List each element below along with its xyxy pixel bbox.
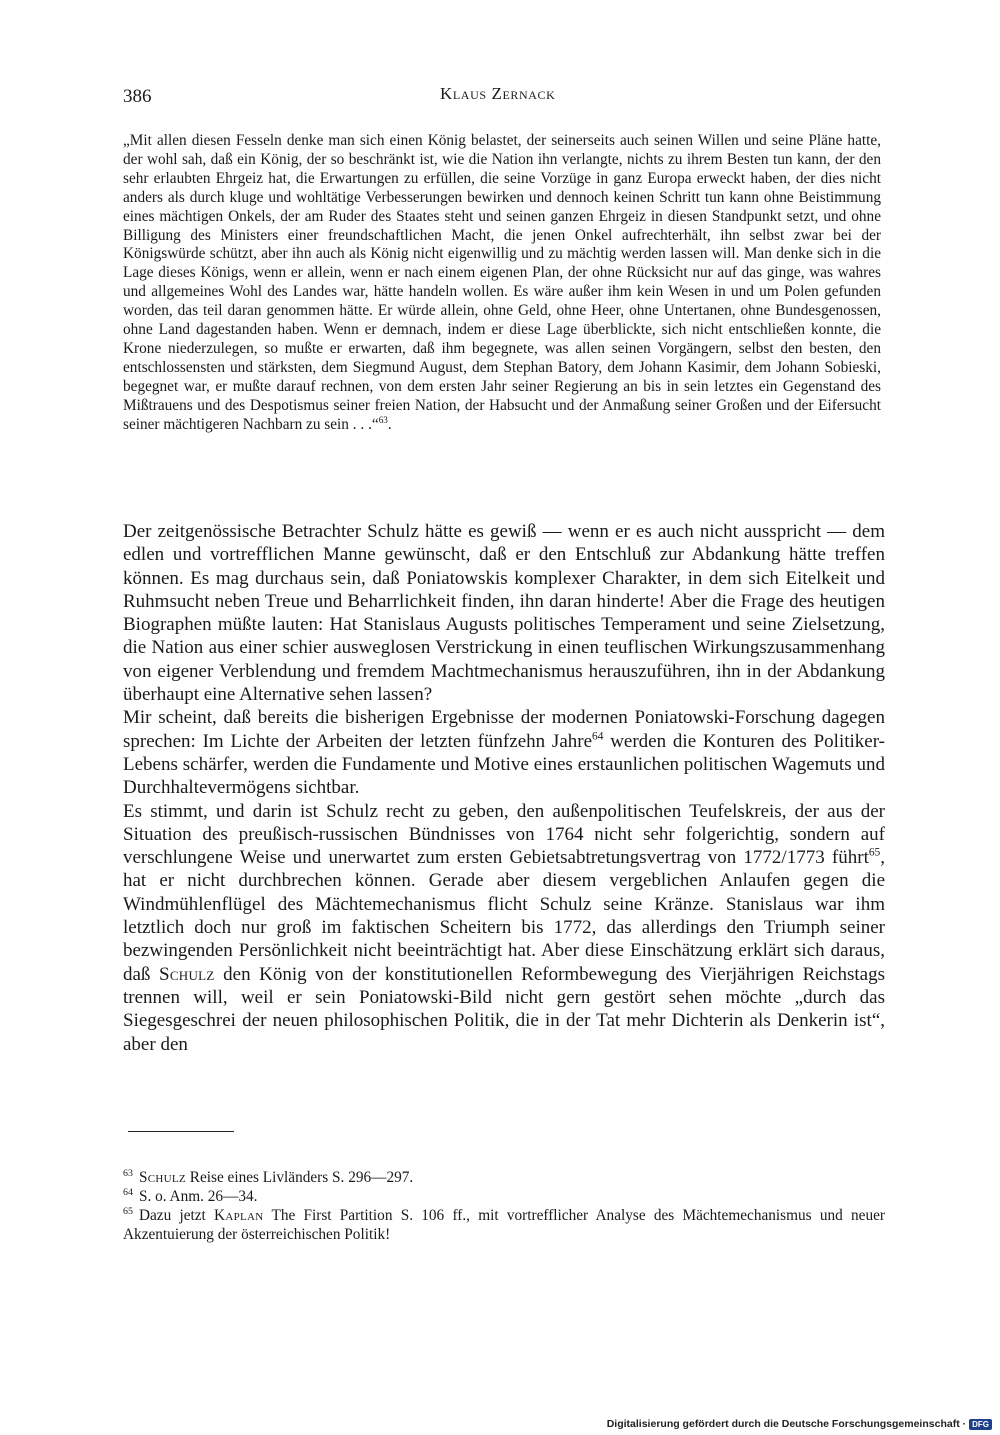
main-text: [123, 520, 885, 1056]
footnote-63: [123, 1168, 885, 1187]
footnote-number: 65: [123, 1205, 133, 1217]
paragraph-2-part-b: werden die Konturen des Politiker-Lebens schärfer, werden die Fundamente und Motive eines erstaunlichen politischen Wagemuts und Durchhaltevermögens sichtbar.: [123, 730, 885, 799]
paragraph-3-part-c: den König von der konstitutionellen Reformbewegung des Vierjährigen Reichstags trennen will, weil er sein Poniatowski-Bild nicht gern gestört sehen möchte „durch das Siegesgeschrei der neuen philosophischen Politik, die in der Tat mehr Dichterin als Denkerin ist“, aber den: [123, 963, 885, 1055]
footnote-65: [123, 1206, 885, 1244]
credit-text: Digitalisierung gefördert durch die Deutsche Forschungsgemeinschaft ·: [606, 1418, 967, 1430]
dfg-logo-icon: DFG: [969, 1419, 992, 1430]
footnote-ref-65[interactable]: 65: [868, 846, 881, 859]
footnote-number: 64: [123, 1186, 133, 1198]
author-name-schulz: Schulz: [158, 963, 215, 985]
footnote-64: [123, 1187, 885, 1206]
paragraph-3-part-a: Es stimmt, und darin ist Schulz recht zu geben, den außenpolitischen Teufelskreis, der aus der Situation des preußisch-russischen Bündnisses von 1764 nicht sehr folgerichtig, sondern auf verschlungene Weise und unerwartet zum ersten Gebietsabtretungsvertrag von 1772/1773 führt: [123, 800, 885, 869]
paragraph-3: [123, 800, 885, 1056]
footnotes: [123, 1168, 885, 1244]
footnote-ref-63[interactable]: 63: [378, 414, 388, 425]
footnote-prefix: Dazu jetzt: [138, 1207, 215, 1224]
footnote-text: Reise eines Livländers S. 296—297.: [185, 1169, 414, 1186]
paragraph-3-part-b: , hat er nicht durchbrechen können. Gerade aber diesem vergeblichen Anlaufen gegen die Windmühlenflügel des Mächtemechanismus flicht Schulz seine Kränze. Stanislaus war ihm letztlich doch nur groß im faktischen Scheitern bis 1772, das allerdings den Triumph seiner bezwingenden Persönlichkeit nicht beeinträchtigt hat. Aber diese Einschätzung erklärt sich daraus, daß: [123, 847, 885, 985]
paragraph-2: [123, 706, 885, 799]
footnote-author: Kaplan: [214, 1207, 264, 1224]
page-number: 386: [123, 86, 152, 107]
digitization-credit: [607, 1418, 992, 1430]
quote-text: „Mit allen diesen Fesseln denke man sich einen König belastet, der seinerseits auch seinen Willen und seine Pläne hatte, der wohl sah, daß ein König, der so beschränkt ist, wie die Nation ihn verlangte, nichts zu ihrem Besten tun kann, der den sehr erlaubten Ehrgeiz hat, die Erwartungen zu erfüllen, die seine Vorzüge in ganz Europa erweckt haben, der dies nicht anders als durch kluge und wohltätige Verbesserungen bewirken und dennoch keinen Schritt tun kann ohne Beistimmung eines mächtigen Onkels, der am Ruder des Staates steht und seinen ganzen Ehrgeiz in diesen Standpunkt setzt, und ohne Billigung des Ministers einer freundschaftlichen Macht, die jenen Onkel aufrechterhält, ihn selbst zwar bei der Königswürde schützt, aber ihn auch als König nicht eigenwillig und zu mächtig werden lassen will. Man denke sich in die Lage dieses Königs, wenn er allein, wenn er nach einem eigenen Plan, der ohne Rücksicht nur auf das ginge, was wahres und allgemeines Wohl des Landes war, hätte handeln wollen. Es wäre außer ihm kein Wesen in und um Polen gefunden worden, das teil daran genommen hätte. Er würde allein, ohne Geld, ohne Heer, ohne Untertanen, ohne Bundesgenossen, ohne Land dagestanden haben. Wenn er demnach, indem er diese Lage überblickte, sich nicht entschließen konnte, die Krone niederzulegen, so mußte er erwarten, daß ihm begegnete, was allen seinen Vorgängern, selbst den besten, den entschlossensten und stärksten, dem Siegmund August, dem Stephan Batory, dem Johann Kasimir, dem Johann Sobieski, begegnet war, er mußte darauf rechnen, von dem ersten Jahr seiner Regierung an bis in sein letztes ein Gegenstand des Mißtrauens und des Despotismus seiner freien Nation, der Habsucht und der Anmaßung seiner Großen und der Eifersucht seiner mächtigeren Nachbarn zu sein . . .“: [123, 132, 881, 433]
paragraph-2-part-a: Mir scheint, daß bereits die bisherigen Ergebnisse der modernen Poniatowski-Forschung dagegen sprechen: Im Lichte der Arbeiten der letzten fünfzehn Jahre: [123, 707, 885, 752]
footnote-divider: [128, 1131, 234, 1132]
footnote-text: The First Partition S. 106 ff., mit vortrefflicher Analyse des Mächtemechanismus und neuer Akzentuierung der österreichischen Politik!: [123, 1207, 885, 1243]
footnote-number: 63: [123, 1167, 133, 1179]
footnote-ref-64[interactable]: 64: [592, 730, 604, 743]
footnote-author: Schulz: [138, 1169, 186, 1186]
running-head: Klaus Zernack: [440, 84, 556, 103]
block-quote: „Mit allen diesen Fesseln denke man sich einen König belastet, der seinerseits auch seinen Willen und seine Pläne hatte, der wohl sah, daß ein König, der so beschränkt ist, wie die Nation ihn verlangte, nichts zu ihrem Besten tun kann, der den sehr erlaubten Ehrgeiz hat, die Erwartungen zu erfüllen, die seine Vorzüge in ganz Europa erweckt haben, der dies nicht anders als durch kluge und wohltätige Verbesserungen bewirken und dennoch keinen Schritt tun kann ohne Beistimmung eines mächtigen Onkels, der am Ruder des Staates steht und seinen ganzen Ehrgeiz in diesen Standpunkt setzt, und ohne Billigung des Ministers einer freundschaftlichen Macht, die jenen Onkel aufrechterhält, ihn selbst zwar bei der Königswürde schützt, aber ihn auch als König nicht eigenwillig und zu mächtig werden lassen will. Man denke sich in die Lage dieses Königs, wenn er allein, wenn er nach einem eigenen Plan, der ohne Rücksicht nur auf das ginge, was wahres und allgemeines Wohl des Landes war, hätte handeln wollen. Es wäre außer ihm kein Wesen in und um Polen gefunden worden, das teil daran genommen hätte. Er würde allein, ohne Geld, ohne Heer, ohne Untertanen, ohne Bundesgenossen, ohne Land dagestanden haben. Wenn er demnach, indem er diese Lage überblickte, sich nicht entschließen konnte, die Krone niederzulegen, so mußte er erwarten, daß ihm begegnete, was allen seinen Vorgängern, selbst den besten, den entschlossensten und stärksten, dem Siegmund August, dem Stephan Batory, dem Johann Kasimir, dem Johann Sobieski, begegnet war, er mußte darauf rechnen, von dem ersten Jahr seiner Regierung an bis in sein letztes ein Gegenstand des Mißtrauens und des Despotismus seiner freien Nation, der Habsucht und der Anmaßung seiner Großen und der Eifersucht seiner mächtigeren Nachbarn zu sein . . .“$^{63}$.: [123, 132, 881, 433]
footnote-text: S. o. Anm. 26—34.: [138, 1188, 258, 1205]
paragraph-1: Der zeitgenössische Betrachter Schulz hätte es gewiß — wenn er es auch nicht ausspricht — dem edlen und vortrefflichen Manne gewünscht, daß er den Entschluß zur Abdankung hätte treffen können. Es mag durchaus sein, daß Poniatowskis komplexer Charakter, in dem sich Eitelkeit und Ruhmsucht neben Treue und Beharrlichkeit finden, ihn daran hinderte! Aber die Frage des heutigen Biographen müßte lauten: Hat Stanislaus Augusts politisches Temperament und seine Zielsetzung, die Nation aus einer schier ausweglosen Verstrickung in einen teuflischen Wirkungszusammenhang von eigener Verblendung und fremdem Machtmechanismus herauszuführen, ihn in der Abdankung überhaupt eine Alternative sehen lassen?: [123, 521, 885, 706]
